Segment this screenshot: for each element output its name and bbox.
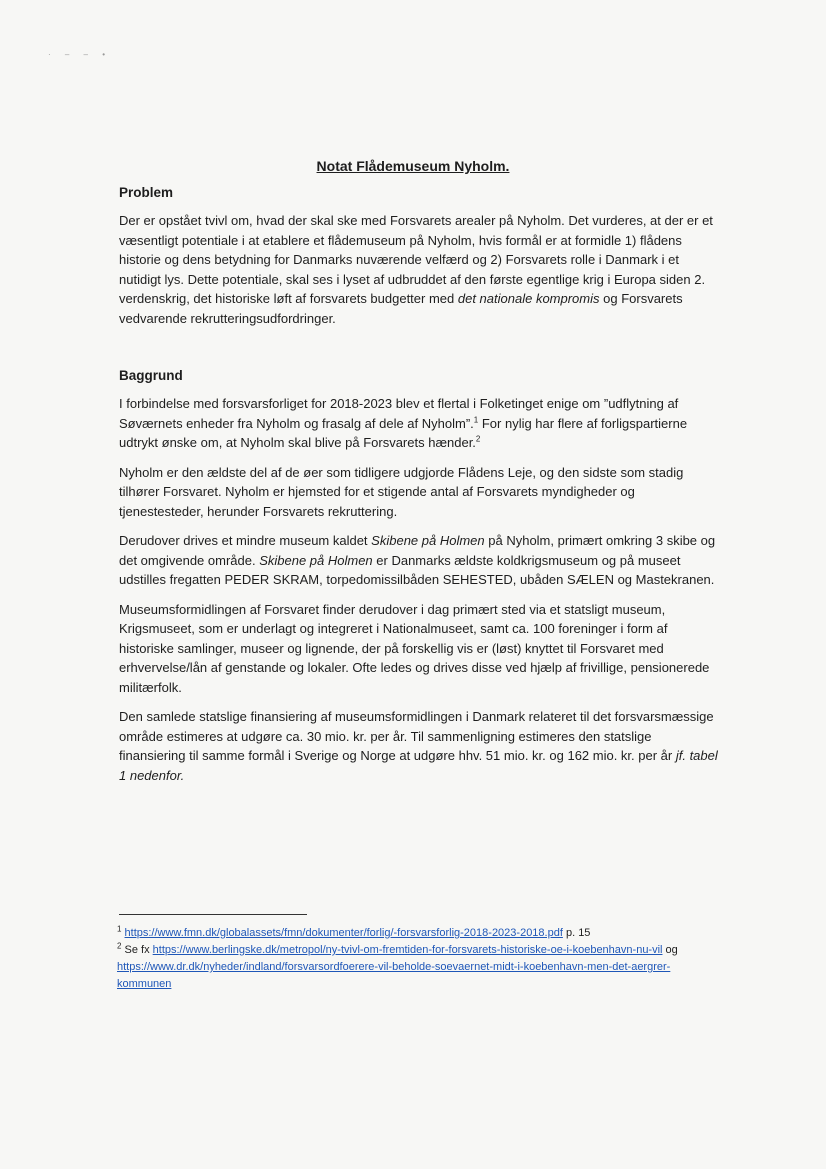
baggrund-paragraph-3 (119, 531, 719, 590)
problem-heading: Problem (119, 185, 174, 200)
bg3-text-b: på Nyholm, primært omkring 3 skibe og det omgivende område. (119, 533, 716, 568)
footnotes (117, 925, 717, 993)
footnote-2-link-1[interactable]: https://www.berlingske.dk/metropol/ny-tvivl-om-fremtiden-for-forsvarets-historiske-oe-i-koebenhavn-nu-vil (152, 944, 663, 956)
footnote-1-number: 1 (117, 924, 122, 934)
footnote-2-mid: og (662, 944, 678, 956)
problem-paragraph (119, 211, 719, 328)
problem-text-end: og Forsvarets vedvarende rekrutteringsudfordringer. (119, 291, 683, 326)
bg3-text-a: Derudover drives et mindre museum kaldet (119, 533, 372, 548)
footnote-ref-1[interactable]: 1 (473, 415, 479, 425)
baggrund-paragraph-1 (119, 394, 719, 453)
problem-emphasis: det nationale kompromis (457, 291, 600, 306)
baggrund-paragraph-2: Nyholm er den ældste del af de øer som tidligere udgjorde Flådens Leje, og den sidste som stadig tilhører Forsvaret. Nyholm er hjemsted for et stigende antal af Forsvarets myndigheder og tjenestesteder, herunder Forsvarets rekruttering. (119, 464, 684, 519)
footnote-2 (117, 942, 717, 993)
bg5-emphasis: jf. tabel 1 nedenfor. (119, 748, 718, 783)
bg3-emphasis-1: Skibene på Holmen (371, 533, 485, 548)
footnote-1-link[interactable]: https://www.fmn.dk/globalassets/fmn/dokumenter/forlig/-forsvarsforlig-2018-2023-2018.pdf (124, 927, 563, 939)
footnote-2-number: 2 (117, 941, 122, 951)
footnote-2-link-2[interactable]: https://www.dr.dk/nyheder/indland/forsvarsordfoerere-vil-beholde-soevaernet-midt-i-koebenhavn-men-det-aergrer-kommunen (117, 961, 671, 990)
baggrund-paragraph-4: Museumsformidlingen af Forsvaret finder derudover i dag primært sted via et statsligt museum, Krigsmuseet, som er underlagt og integreret i Nationalmuseet, samt ca. 100 foreninger i form af historiske samlinger, museer og lignende, der på forskellig vis er (løst) knyttet til Forsvaret med erhvervelse/lån af genstande og lokaler. Ofte ledes og drives disse ved hjælp af frivillige, pensionerede militærfolk. (119, 601, 710, 695)
bg3-text-c: er Danmarks ældste koldkrigsmuseum og på museet udstilles fregatten PEDER SKRAM, torpedomissilbåden SEHESTED, ubåden SÆLEN og Mastekranen. (119, 552, 715, 587)
scan-artifact: · – – • (48, 50, 112, 59)
footnote-1-tail: p. 15 (562, 927, 591, 939)
baggrund-paragraph-5 (119, 707, 719, 785)
document-body (119, 185, 719, 795)
bg5-text: Den samlede statslige finansiering af museumsformidlingen i Danmark relateret til det forsvarsmæssige område estimeres at udgøre ca. 30 mio. kr. per år. Til sammenligning estimeres den statslige finansiering til samme formål i Sverige og Norge at udgøre hhv. 51 mio. kr. og 162 mio. kr. per år (119, 709, 714, 763)
bg1-text-b: For nylig har flere af forligspartierne udtrykt ønske om, at Nyholm skal blive på Forsvarets hænder. (119, 415, 688, 450)
problem-text: Der er opstået tvivl om, hvad der skal ske med Forsvarets arealer på Nyholm. Det vurderes, at der er et væsentligt potentiale i at etablere et flådemuseum på Nyholm, hvis formål er at formidle 1) flådens historie og dens betydning for Danmarks nuværende velfærd og 2) Forsvarets rolle i Danmark i et nutidigt lys. Dette potentiale, skal ses i lyset af udbruddet af den første egentlige krig i Europa siden 2. verdenskrig, det historiske løft af forsvarets budgetter med (119, 213, 713, 306)
footnote-divider (119, 914, 307, 915)
footnote-1 (117, 925, 717, 942)
baggrund-heading: Baggrund (119, 368, 183, 383)
footnote-2-pre: Se fx (121, 944, 153, 956)
bg1-text-a: I forbindelse med forsvarsforliget for 2018-2023 blev et flertal i Folketinget enige om ”udflytning af Søværnets enheder fra Nyholm og frasalg af dele af Nyholm”. (119, 396, 679, 431)
document-title: Notat Flådemuseum Nyholm. (316, 158, 510, 174)
bg3-emphasis-2: Skibene på Holmen (259, 552, 373, 568)
footnote-ref-2[interactable]: 2 (475, 434, 481, 444)
